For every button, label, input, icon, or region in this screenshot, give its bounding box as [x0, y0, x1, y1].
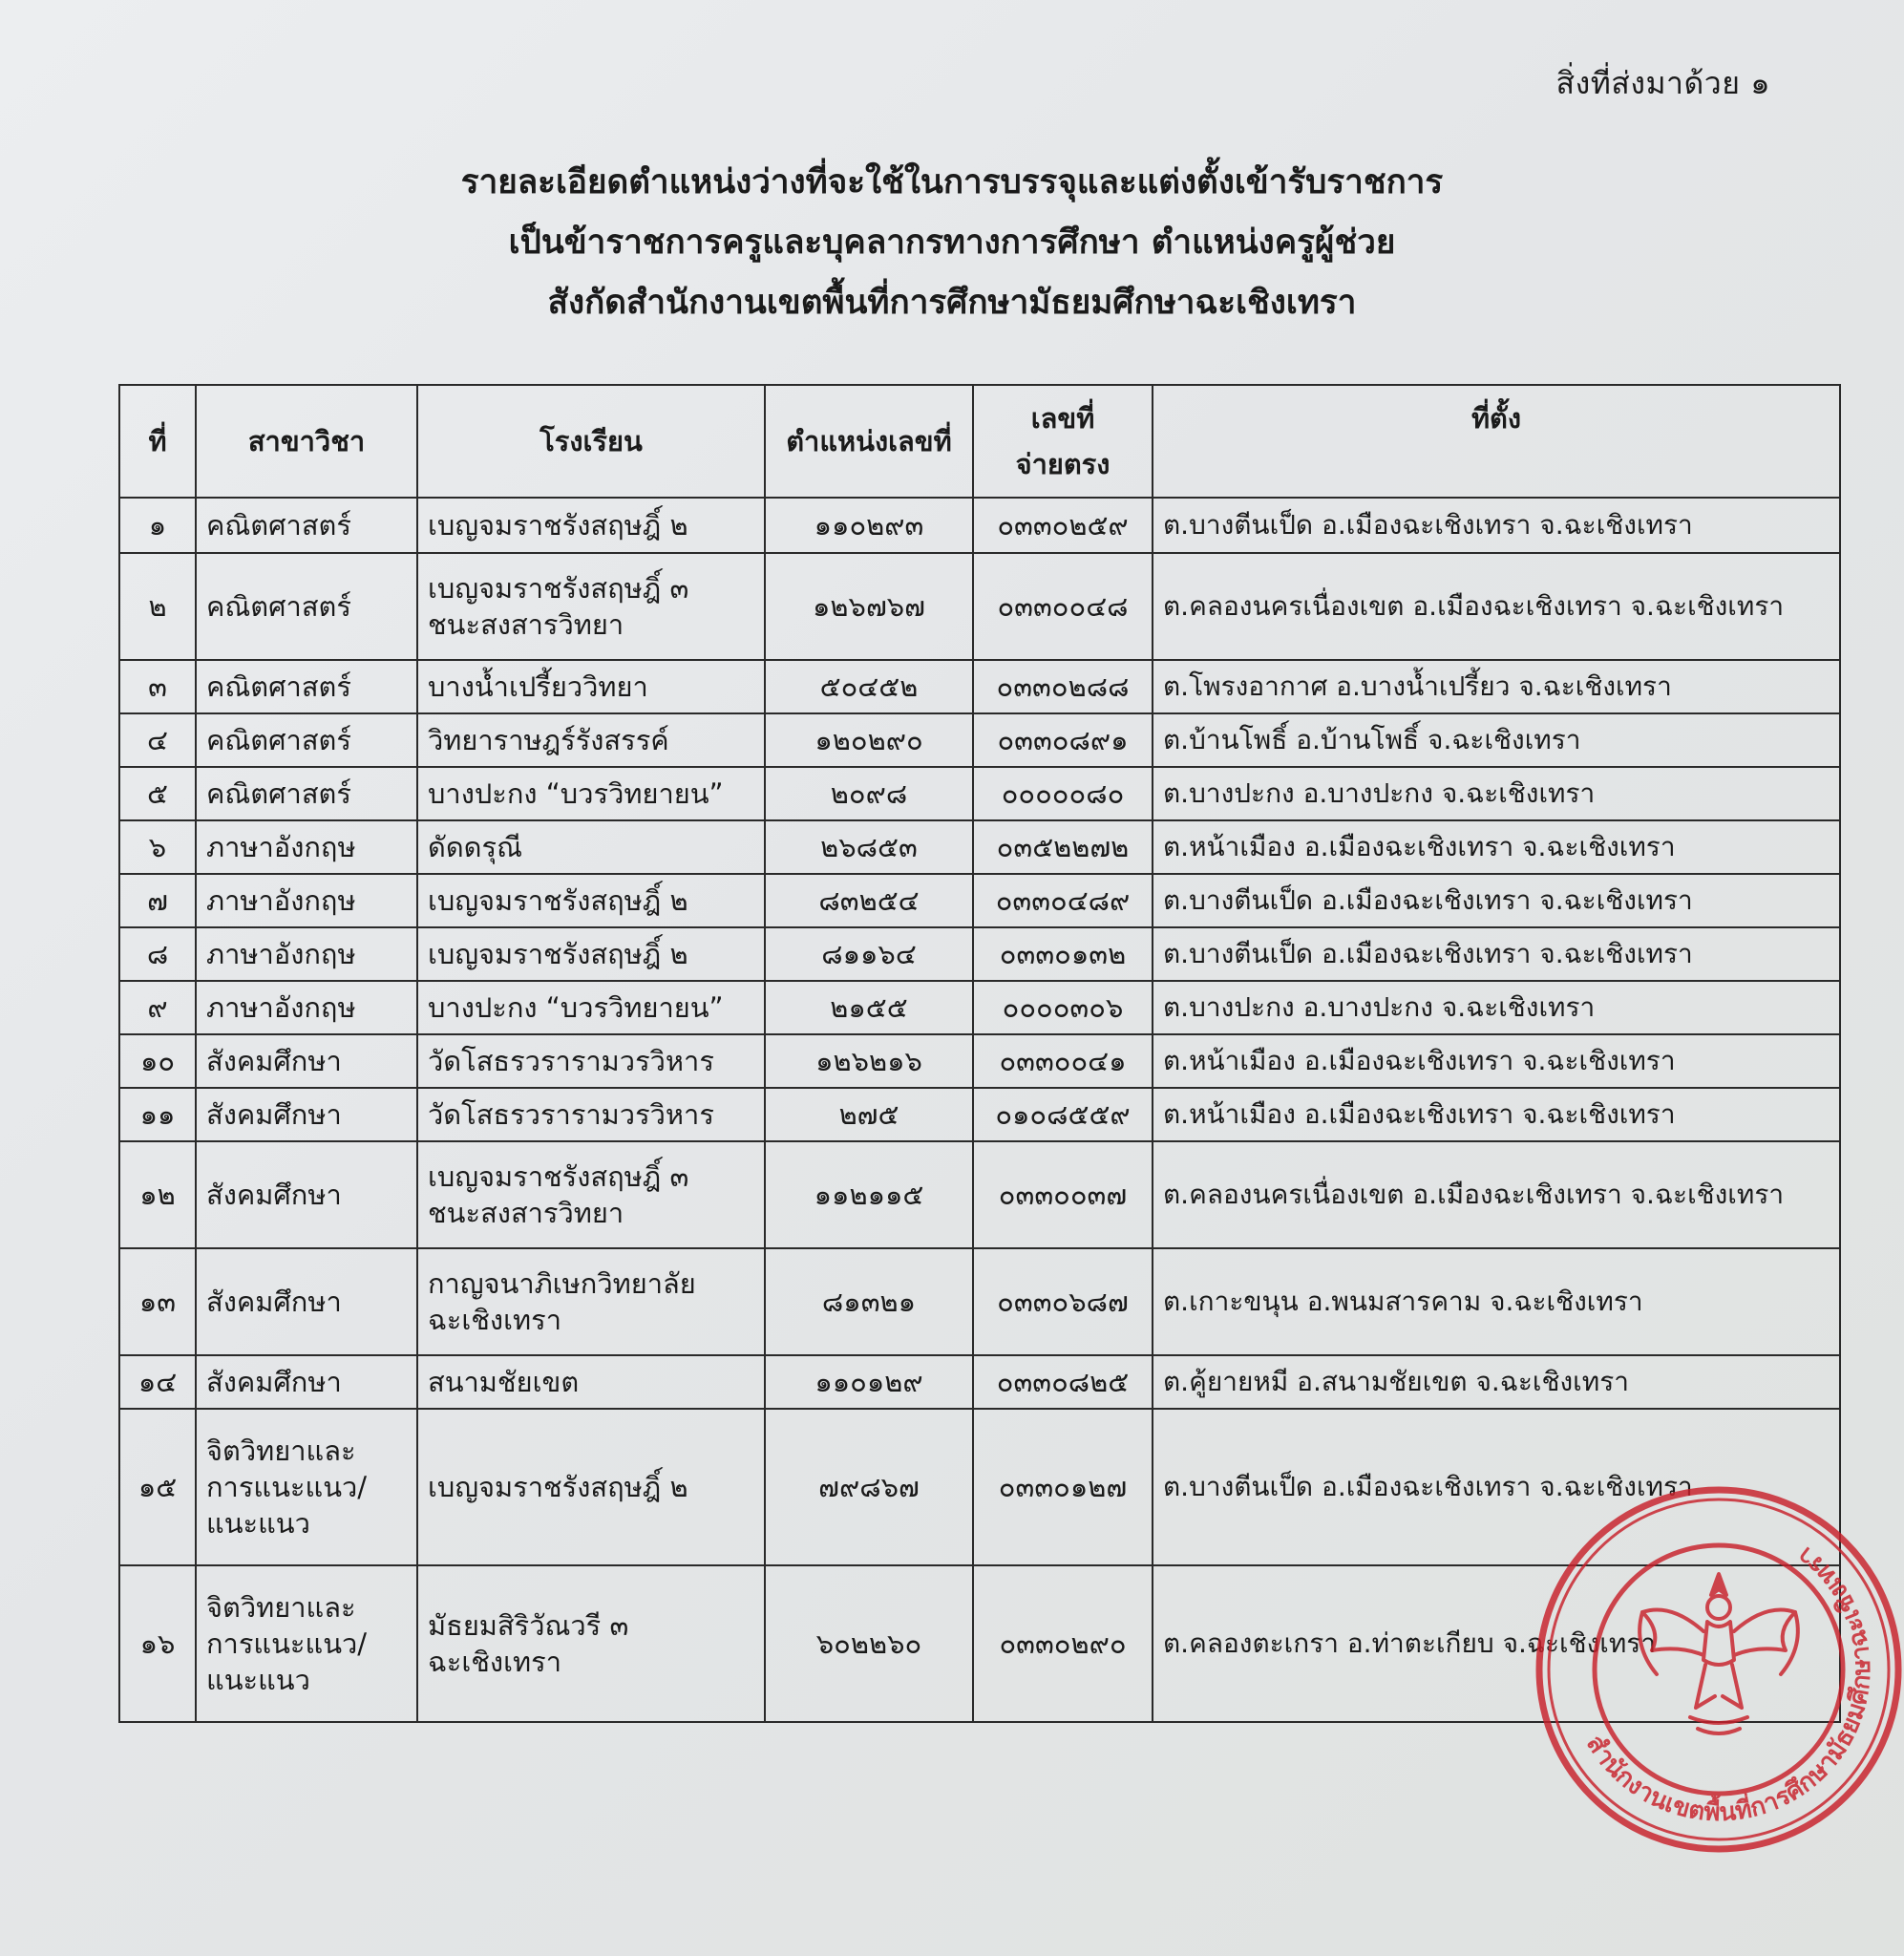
table-row	[119, 1565, 1840, 1722]
header-payment-no-line-2: จ่ายตรง	[1015, 448, 1111, 480]
cell-position-no: ๗๙๘๖๗	[765, 1409, 973, 1565]
seal-text: สำนักงานเขตพื้นที่การศึกษามัธยมศึกษาฉะเชิงเทรา	[1580, 1541, 1877, 1828]
cell-location: ต.คลองตะเกรา อ.ท่าตะเกียบ จ.ฉะเชิงเทรา	[1153, 1565, 1840, 1722]
header-payment-no-line-1: เลขที่	[1030, 402, 1095, 435]
header-subject: สาขาวิชา	[196, 385, 417, 498]
cell-no: ๑	[119, 498, 196, 553]
cell-position-no: ๒๑๕๕	[765, 981, 973, 1034]
cell-location: ต.บางตีนเป็ด อ.เมืองฉะเชิงเทรา จ.ฉะเชิงเทรา	[1153, 927, 1840, 981]
table-header-row	[119, 385, 1840, 498]
cell-no: ๙	[119, 981, 196, 1034]
cell-subject: จิตวิทยาและ การแนะแนว/ แนะแนว	[196, 1565, 417, 1722]
cell-subject: จิตวิทยาและ การแนะแนว/ แนะแนว	[196, 1409, 417, 1565]
cell-no: ๘	[119, 927, 196, 981]
cell-subject: คณิตศาสตร์	[196, 713, 417, 767]
cell-position-no: ๖๐๒๒๖๐	[765, 1565, 973, 1722]
cell-school: กาญจนาภิเษกวิทยาลัย ฉะเชิงเทรา	[417, 1248, 765, 1355]
table-row	[119, 1355, 1840, 1409]
cell-location: ต.หน้าเมือง อ.เมืองฉะเชิงเทรา จ.ฉะเชิงเทรา	[1153, 820, 1840, 874]
cell-subject: ภาษาอังกฤษ	[196, 927, 417, 981]
cell-payment-no: ๐๓๓๐๘๒๕	[973, 1355, 1153, 1409]
cell-school: สนามชัยเขต	[417, 1355, 765, 1409]
cell-location: ต.บางตีนเป็ด อ.เมืองฉะเชิงเทรา จ.ฉะเชิงเทรา	[1153, 1409, 1840, 1565]
cell-school: เบญจมราชรังสฤษฎิ์ ๓ ชนะสงสารวิทยา	[417, 1141, 765, 1248]
cell-no: ๑๒	[119, 1141, 196, 1248]
cell-payment-no: ๐๑๐๘๕๕๙	[973, 1088, 1153, 1141]
cell-subject: คณิตศาสตร์	[196, 553, 417, 660]
cell-subject: คณิตศาสตร์	[196, 767, 417, 820]
cell-no: ๒	[119, 553, 196, 660]
cell-subject: ภาษาอังกฤษ	[196, 820, 417, 874]
cell-payment-no: ๐๓๓๐๒๙๐	[973, 1565, 1153, 1722]
cell-school: เบญจมราชรังสฤษฎิ์ ๒	[417, 1409, 765, 1565]
cell-position-no: ๒๗๕	[765, 1088, 973, 1141]
cell-subject: สังคมศึกษา	[196, 1355, 417, 1409]
title-line-2: เป็นข้าราชการครูและบุคลากรทางการศึกษา ตำแหน่งครูผู้ช่วย	[508, 223, 1396, 262]
cell-payment-no: ๐๓๕๒๒๗๒	[973, 820, 1153, 874]
cell-no: ๕	[119, 767, 196, 820]
document-title	[0, 153, 1904, 333]
cell-subject: คณิตศาสตร์	[196, 660, 417, 713]
cell-position-no: ๑๒๖๒๑๖	[765, 1034, 973, 1088]
cell-no: ๑๖	[119, 1565, 196, 1722]
header-position-no: ตำแหน่งเลขที่	[765, 385, 973, 498]
cell-subject: สังคมศึกษา	[196, 1034, 417, 1088]
cell-payment-no: ๐๓๓๐๒๘๘	[973, 660, 1153, 713]
cell-school: เบญจมราชรังสฤษฎิ์ ๒	[417, 498, 765, 553]
cell-payment-no: ๐๓๓๐๐๔๑	[973, 1034, 1153, 1088]
cell-payment-no: ๐๓๓๐๑๒๗	[973, 1409, 1153, 1565]
cell-school: เบญจมราชรังสฤษฎิ์ ๒	[417, 927, 765, 981]
title-line-3: สังกัดสำนักงานเขตพื้นที่การศึกษามัธยมศึกษาฉะเชิงเทรา	[547, 284, 1357, 322]
cell-position-no: ๑๒๖๗๖๗	[765, 553, 973, 660]
cell-payment-no: ๐๓๓๐๒๕๙	[973, 498, 1153, 553]
table-row	[119, 1141, 1840, 1248]
cell-subject: ภาษาอังกฤษ	[196, 874, 417, 927]
cell-school: บางปะกง “บวรวิทยายน”	[417, 981, 765, 1034]
cell-school: มัธยมสิริวัณวรี ๓ ฉะเชิงเทรา	[417, 1565, 765, 1722]
table-row	[119, 1248, 1840, 1355]
table-row	[119, 874, 1840, 927]
table-row	[119, 981, 1840, 1034]
cell-location: ต.หน้าเมือง อ.เมืองฉะเชิงเทรา จ.ฉะเชิงเทรา	[1153, 1034, 1840, 1088]
cell-position-no: ๘๑๓๒๑	[765, 1248, 973, 1355]
table-row	[119, 553, 1840, 660]
cell-subject: ภาษาอังกฤษ	[196, 981, 417, 1034]
cell-payment-no: ๐๓๓๐๑๓๒	[973, 927, 1153, 981]
cell-no: ๗	[119, 874, 196, 927]
cell-payment-no: ๐๓๓๐๘๙๑	[973, 713, 1153, 767]
cell-location: ต.บ้านโพธิ์ อ.บ้านโพธิ์ จ.ฉะเชิงเทรา	[1153, 713, 1840, 767]
cell-no: ๑๓	[119, 1248, 196, 1355]
cell-position-no: ๑๑๐๒๙๓	[765, 498, 973, 553]
cell-payment-no: ๐๓๓๐๔๘๙	[973, 874, 1153, 927]
table-row	[119, 1034, 1840, 1088]
cell-no: ๑๐	[119, 1034, 196, 1088]
vacancy-table	[118, 384, 1841, 1723]
cell-school: วิทยาราษฎร์รังสรรค์	[417, 713, 765, 767]
cell-subject: สังคมศึกษา	[196, 1088, 417, 1141]
cell-position-no: ๕๐๔๕๒	[765, 660, 973, 713]
header-no: ที่	[119, 385, 196, 498]
cell-position-no: ๒๖๘๕๓	[765, 820, 973, 874]
cell-no: ๖	[119, 820, 196, 874]
attachment-label: สิ่งที่ส่งมาด้วย ๑	[1555, 65, 1770, 101]
cell-school: เบญจมราชรังสฤษฎิ์ ๓ ชนะสงสารวิทยา	[417, 553, 765, 660]
cell-location: ต.โพรงอากาศ อ.บางน้ำเปรี้ยว จ.ฉะเชิงเทรา	[1153, 660, 1840, 713]
cell-position-no: ๒๐๙๘	[765, 767, 973, 820]
table-row	[119, 660, 1840, 713]
cell-payment-no: ๐๓๓๐๐๔๘	[973, 553, 1153, 660]
cell-no: ๑๔	[119, 1355, 196, 1409]
cell-payment-no: ๐๐๐๐๐๘๐	[973, 767, 1153, 820]
cell-no: ๑๕	[119, 1409, 196, 1565]
header-location: ที่ตั้ง	[1153, 385, 1840, 498]
cell-location: ต.คลองนครเนื่องเขต อ.เมืองฉะเชิงเทรา จ.ฉะเชิงเทรา	[1153, 1141, 1840, 1248]
cell-position-no: ๘๑๑๖๔	[765, 927, 973, 981]
table-row	[119, 927, 1840, 981]
table-body	[119, 498, 1840, 1722]
cell-no: ๓	[119, 660, 196, 713]
header-school: โรงเรียน	[417, 385, 765, 498]
cell-payment-no: ๐๓๓๐๖๘๗	[973, 1248, 1153, 1355]
table-row	[119, 1409, 1840, 1565]
cell-subject: สังคมศึกษา	[196, 1248, 417, 1355]
cell-school: วัดโสธรวรารามวรวิหาร	[417, 1034, 765, 1088]
cell-school: บางปะกง “บวรวิทยายน”	[417, 767, 765, 820]
cell-location: ต.บางตีนเป็ด อ.เมืองฉะเชิงเทรา จ.ฉะเชิงเทรา	[1153, 874, 1840, 927]
cell-school: ดัดดรุณี	[417, 820, 765, 874]
cell-no: ๔	[119, 713, 196, 767]
cell-position-no: ๑๒๐๒๙๐	[765, 713, 973, 767]
cell-position-no: ๑๑๒๑๑๕	[765, 1141, 973, 1248]
table-row	[119, 820, 1840, 874]
cell-location: ต.บางปะกง อ.บางปะกง จ.ฉะเชิงเทรา	[1153, 767, 1840, 820]
cell-school: เบญจมราชรังสฤษฎิ์ ๒	[417, 874, 765, 927]
cell-payment-no: ๐๓๓๐๐๓๗	[973, 1141, 1153, 1248]
cell-location: ต.เกาะขนุน อ.พนมสารคาม จ.ฉะเชิงเทรา	[1153, 1248, 1840, 1355]
cell-payment-no: ๐๐๐๐๓๐๖	[973, 981, 1153, 1034]
cell-location: ต.บางปะกง อ.บางปะกง จ.ฉะเชิงเทรา	[1153, 981, 1840, 1034]
cell-position-no: ๑๑๐๑๒๙	[765, 1355, 973, 1409]
cell-location: ต.หน้าเมือง อ.เมืองฉะเชิงเทรา จ.ฉะเชิงเทรา	[1153, 1088, 1840, 1141]
cell-location: ต.คู้ยายหมี อ.สนามชัยเขต จ.ฉะเชิงเทรา	[1153, 1355, 1840, 1409]
title-line-1: รายละเอียดตำแหน่งว่างที่จะใช้ในการบรรจุและแต่งตั้งเข้ารับราชการ	[460, 163, 1444, 202]
table-row	[119, 498, 1840, 553]
cell-subject: คณิตศาสตร์	[196, 498, 417, 553]
cell-location: ต.คลองนครเนื่องเขต อ.เมืองฉะเชิงเทรา จ.ฉะเชิงเทรา	[1153, 553, 1840, 660]
cell-school: วัดโสธรวรารามวรวิหาร	[417, 1088, 765, 1141]
cell-school: บางน้ำเปรี้ยววิทยา	[417, 660, 765, 713]
table-row	[119, 1088, 1840, 1141]
cell-location: ต.บางตีนเป็ด อ.เมืองฉะเชิงเทรา จ.ฉะเชิงเทรา	[1153, 498, 1840, 553]
cell-position-no: ๘๓๒๕๔	[765, 874, 973, 927]
header-payment-no	[973, 385, 1153, 498]
table-row	[119, 713, 1840, 767]
table-row	[119, 767, 1840, 820]
cell-no: ๑๑	[119, 1088, 196, 1141]
cell-subject: สังคมศึกษา	[196, 1141, 417, 1248]
